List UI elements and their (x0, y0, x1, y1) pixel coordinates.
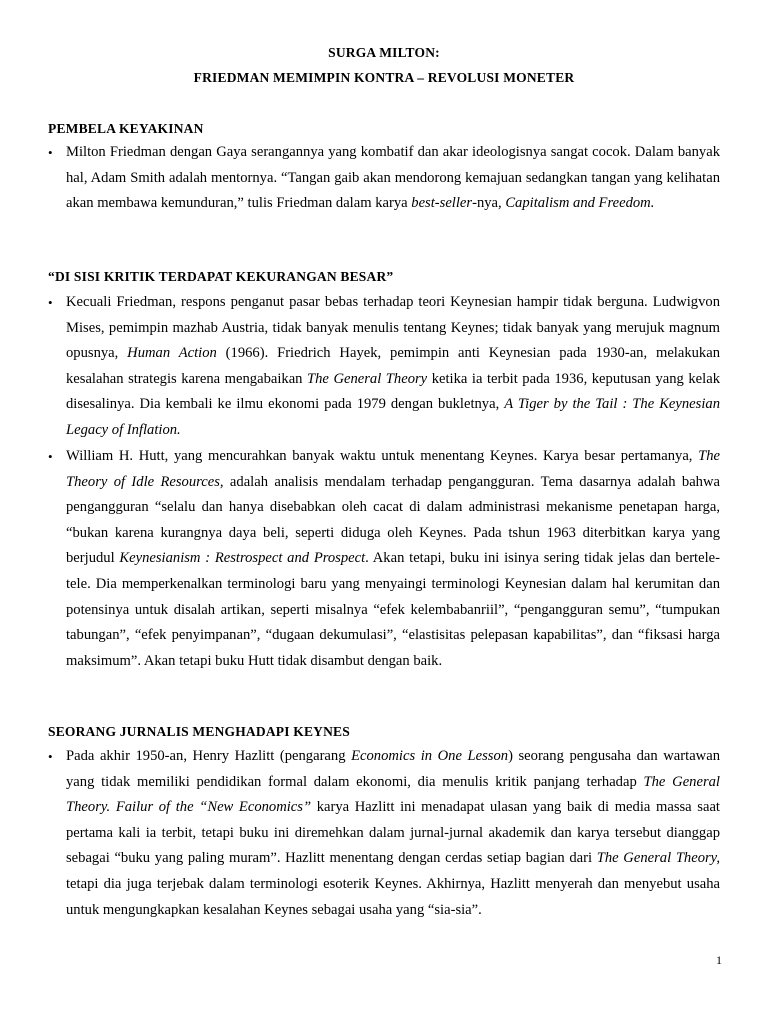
text-run: Milton Friedman dengan Gaya serangannya yang kombatif dan akar ideologisnya sangat cocok. Dalam banyak hal, Adam Smith adalah mentornya. “Tangan gaib akan mendorong kemajuan sedangkan tangan yang kelihatan akan membawa kemunduran,” tulis Friedman dalam karya (66, 144, 720, 212)
text-run: karya Hazlitt ini menadapat ulasan yang baik di media massa saat pertama kali ia terbit, tetapi buku ini diremehkan dalam jurnal-jurnal akademik dan karya tersebut dianggap sebagai “buku yang paling muram”. Hazlitt menentang dengan cerdas setiap bagian dari (66, 799, 720, 867)
text-run: Kecuali Friedman, respons penganut pasar bebas terhadap teori Keynesian hampir tidak berguna. Ludwigvon Mises, pemimpin mazhab Austria, tidak banyak menulis tentang Keynes; tidak banyak yang merujuk magnum opusnya, (66, 294, 720, 362)
italic-text: The General Theory (307, 370, 428, 387)
paragraph (66, 444, 720, 674)
italic-text: Human Action (127, 345, 217, 362)
paragraph (66, 744, 720, 923)
paragraph (66, 290, 720, 444)
bullet-item (48, 444, 720, 674)
section-heading-pembela-keyakinan: PEMBELA KEYAKINAN (48, 121, 204, 136)
text-run: ) seorang pengusaha dan wartawan yang tidak memiliki pendidikan formal dalam ekonomi, dia menulis kritik panjang terhadap (66, 748, 720, 790)
section-heading-di-sisi-kritik: “DI SISI KRITIK TERDAPAT KEKURANGAN BESAR” (48, 269, 394, 284)
bullet-item (48, 290, 720, 444)
text-run: adalah analisis mendalam terhadap pengangguran. Tema dasarnya adalah bahwa pengangguran “selalu dan hanya disebabkan oleh cacat di dalam administrasi mekanisme penetapan harga, “bukan karena kurangnya daya beli, seperti diduga oleh Keynes. Pada tshun 1963 diterbitkan karya yang berjudul (66, 473, 720, 567)
bullet-icon: • (48, 295, 53, 310)
page-number: 1 (716, 953, 722, 967)
italic-text: The General Theory. Failur of the “New Economics” (66, 773, 720, 816)
text-run: -nya, (472, 195, 506, 212)
section-heading-seorang-jurnalis: SEORANG JURNALIS MENGHADAPI KEYNES (48, 724, 350, 739)
italic-text: Economics in One Lesson (351, 748, 509, 764)
bullet-icon: • (48, 749, 53, 764)
text-run: . Akan tetapi, buku ini isinya sering tidak jelas dan bertele-tele. Dia memperkenalkan terminologi baru yang menyaingi terminologi Keynesian dalam hal kerumitan dan potensinya untuk disalah artikan, seperti misalnya “efek kelembabanriil”, “pengangguran semu”, “tumpukan tabungan”, “efek penyimpanan”, “dugaan dekumulasi”, “elastisitas pelepasan kapabilitas”, dan “fiksasi harga maksimum”. Akan tetapi buku Hutt tidak disambut dengan baik. (66, 550, 720, 669)
document-subtitle: FRIEDMAN MEMIMPIN KONTRA – REVOLUSI MONETER (193, 70, 575, 85)
text-run: tetapi dia juga terjebak dalam terminologi esoterik Keynes. Akhirnya, Hazlitt menyerah dan menyebut usaha untuk mengungkapkan kesalahan Keynes sebagai usaha yang “sia-sia”. (66, 875, 720, 918)
italic-text: The Theory of Idle Resources, (66, 448, 720, 490)
bullet-icon: • (48, 449, 53, 464)
bullet-item (48, 744, 720, 923)
text-run: ketika ia terbit pada 1936, keputusan yang kelak disesalinya. Dia kembali ke ilmu ekonomi pada 1979 dengan bukletnya, (66, 370, 720, 413)
paragraph (66, 140, 720, 217)
italic-text: The General Theory, (596, 850, 721, 867)
italic-text: best-seller (411, 195, 473, 212)
text-run: Pada akhir 1950-an, Henry Hazlitt (pengarang (66, 748, 352, 764)
italic-text: Capitalism and Freedom. (505, 195, 655, 212)
bullet-icon: • (48, 145, 53, 160)
text-run: William H. Hutt, yang mencurahkan banyak waktu untuk menentang Keynes. Karya besar pertamanya, (66, 448, 699, 464)
italic-text: A Tiger by the Tail : The Keynesian Legacy of Inflation. (66, 396, 720, 438)
italic-text: Keynesianism : Restrospect and Prospect (119, 550, 366, 567)
text-run: (1966). Friedrich Hayek, pemimpin anti Keynesian pada 1930-an, melakukan kesalahan strategis karena mengabaikan (66, 345, 720, 387)
document-title: SURGA MILTON: (328, 45, 440, 60)
bullet-item (48, 140, 720, 217)
